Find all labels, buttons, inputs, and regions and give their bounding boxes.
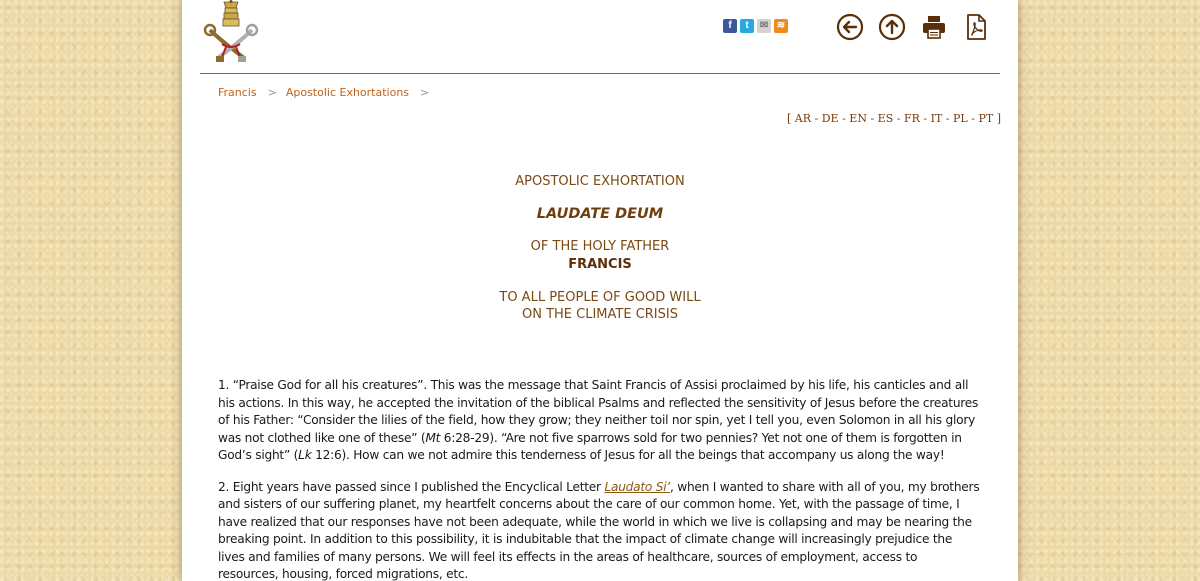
document-title [182, 173, 1018, 323]
facebook-icon[interactable]: f [723, 19, 737, 33]
language-link-en[interactable]: EN [849, 112, 867, 125]
language-separator: - [866, 112, 878, 125]
twitter-icon[interactable]: t [740, 19, 754, 33]
language-list [795, 112, 993, 125]
language-link-pt[interactable]: PT [978, 112, 994, 125]
language-separator: - [838, 112, 850, 125]
up-arrow-icon[interactable] [878, 13, 906, 41]
language-selector [787, 112, 1001, 125]
language-separator: - [811, 112, 822, 125]
scripture-reference: Lk [298, 448, 312, 462]
language-link-pl[interactable]: PL [953, 112, 968, 125]
paragraph-2 [218, 479, 980, 581]
language-link-ar[interactable]: AR [794, 112, 811, 125]
paragraph-1 [218, 377, 980, 465]
encyclical-link[interactable]: Laudato Si’ [604, 479, 670, 494]
back-arrow-icon[interactable] [836, 13, 864, 41]
breadcrumb [218, 86, 438, 99]
paragraph-text: 6:28-29). “Are not five sparrows sold for two pennies? Yet not one of them is forgotten in God’s sight” ( [218, 430, 962, 462]
document-type: APOSTOLIC EXHORTATION [515, 174, 685, 189]
author-prefix: OF THE HOLY FATHER [530, 239, 670, 254]
addressee: TO ALL PEOPLE OF GOOD WILL [499, 290, 701, 305]
print-icon[interactable] [920, 13, 948, 41]
breadcrumb-separator: > [267, 86, 277, 99]
paragraph-text: 12:6). How can we not admire this tenderness of Jesus for all the beings that accompany us along the way! [311, 448, 945, 462]
document-body [218, 377, 980, 581]
page-navigation-icons [836, 13, 990, 41]
social-share-bar [723, 19, 788, 35]
language-separator: - [893, 112, 904, 125]
language-link-de[interactable]: DE [821, 112, 839, 125]
paragraph-text: 2. Eight years have passed since I published the Encyclical Letter [218, 479, 605, 494]
breadcrumb-separator: > [420, 86, 430, 99]
language-bracket-open: [ [786, 112, 792, 125]
papal-crest-icon[interactable] [202, 0, 260, 64]
language-link-es[interactable]: ES [877, 112, 894, 125]
header [200, 0, 1000, 74]
scripture-reference: Mt [425, 430, 441, 445]
subject: ON THE CLIMATE CRISIS [522, 307, 678, 322]
language-link-fr[interactable]: FR [903, 112, 920, 125]
pdf-icon[interactable] [962, 13, 990, 41]
language-separator: - [942, 112, 954, 125]
page-container [182, 0, 1018, 581]
rss-icon[interactable]: ≋ [774, 19, 788, 33]
breadcrumb-link-apostolic-exhortations[interactable]: Apostolic Exhortations [285, 86, 410, 99]
language-link-it[interactable]: IT [930, 112, 943, 125]
paragraph-text: , when I wanted to share with all of you, my brothers and sisters of our suffering planet, my heartfelt concerns about the care of our common home. Yet, with the passage of time, I have realized that our responses have not been adequate, while the world in which we live is collapsing and may be nearing the breaking point. In addition to this possibility, it is indubitable that the impact of climate change will increasingly prejudice the lives and families of many persons. We will feel its effects in the areas of healthcare, sources of employment, access to resources, housing, forced migrations, etc. [218, 479, 980, 581]
language-bracket-close: ] [996, 112, 1001, 125]
email-icon[interactable]: ✉ [757, 19, 771, 33]
language-separator: - [967, 112, 979, 125]
breadcrumb-link-francis[interactable]: Francis [218, 86, 257, 99]
language-separator: - [919, 112, 931, 125]
author-name: FRANCIS [568, 257, 632, 272]
document-name: LAUDATE DEUM [536, 206, 664, 222]
paragraph-text: 1. “Praise God for all his creatures”. This was the message that Saint Francis of Assisi proclaimed by his life, his canticles and all his actions. In this way, he accepted the invitation of the biblical Psalms and reflected the sensitivity of Jesus before the creatures of his Father: “Consider the lilies of the field, how they grow; they neither toil nor spin, yet I tell you, even Solomon in all his glory was not clothed like one of these” ( [218, 378, 979, 445]
